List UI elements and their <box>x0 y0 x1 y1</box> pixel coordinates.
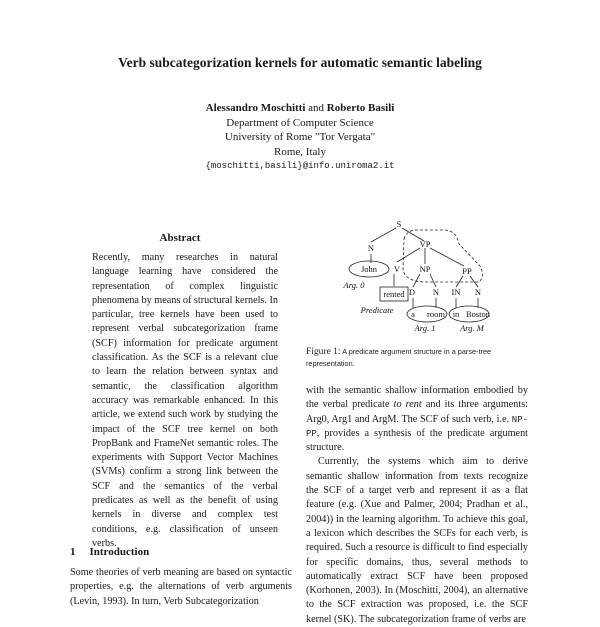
author-email: {moschitti,basili}@info.uniroma2.it <box>205 161 395 171</box>
p1-code: NP-PP <box>306 414 528 439</box>
figure-caption <box>306 346 528 369</box>
word-john: John <box>360 264 378 274</box>
abstract-heading: Abstract <box>159 232 201 244</box>
word-in: in <box>452 309 460 319</box>
section-title: Introduction <box>89 546 150 558</box>
abstract-text: Recently, many researches in natural language learning have considered the representation of complex linguistic phenomena by means of structural kernels. In particular, tree kernels have been used to represent verbal subcategorization frame (SCF) information for predicate argument classification. As the SCF is a relevant clue to learn the relation between syntax and semantic, the classification algorithm accuracy was remarkable enhanced. In this article, we extend such work by studying the impact of the SCF tree kernel on both PropBank and FrameNet semantic roles. The experiments with Support Vector Machines (SVMs) confirm a strong link between the SCF and the semantics of the verbal predicates as well as the benefit of using kernels in diverse and complex test conditions, e.g. classification of unseen verbs. <box>92 252 278 549</box>
word-rented: rented <box>383 289 405 299</box>
label-predicate: Predicate <box>360 305 394 315</box>
figure-caption-text: A predicate argument structure in a parse-tree representation. <box>306 347 492 368</box>
node-in: IN <box>451 287 461 297</box>
node-n-subject: N <box>367 243 375 253</box>
p1-part-a: with the semantic shallow information embodied by the verbal predicate <box>306 385 528 411</box>
node-pp: PP <box>462 266 472 276</box>
author-and: and <box>308 102 325 114</box>
author-university: University of Rome "Tor Vergata" <box>224 131 376 143</box>
parse-tree-figure <box>306 216 528 344</box>
parse-tree-svg <box>306 216 528 344</box>
node-v: V <box>393 264 401 274</box>
introduction-text: Some theories of verb meaning are based on syntactic properties, e.g. the alternations of verb arguments (Levin, 1993). In turn, Verb Subcategorization <box>70 567 292 607</box>
node-vp: VP <box>419 239 431 249</box>
section-heading <box>70 546 149 558</box>
node-n-location: N <box>474 287 482 297</box>
word-boston: Boston <box>465 309 491 319</box>
node-d: D <box>408 287 416 297</box>
author-department: Department of Computer Science <box>226 116 374 129</box>
p1-verb: to rent <box>393 399 422 411</box>
author-1: Alessandro Moschitti <box>205 102 306 114</box>
p1-part-b: and its three arguments: Arg0, Arg1 and ArgM. The SCF of such verb, i.e. <box>306 399 528 425</box>
node-s: S <box>396 219 402 229</box>
author-names <box>0 101 600 116</box>
author-2: Roberto Basili <box>326 102 395 114</box>
right-column-text <box>306 384 528 627</box>
section-number: 1 <box>70 546 76 558</box>
label-arg0: Arg. 0 <box>343 280 365 290</box>
word-room: room <box>427 309 445 319</box>
label-argm: Arg. M <box>460 323 484 333</box>
node-np: NP <box>419 264 431 274</box>
author-city: Rome, Italy <box>274 145 326 158</box>
word-a: a <box>411 309 415 319</box>
label-arg1: Arg. 1 <box>414 323 436 333</box>
p1-part-c: , provides a synthesis of the predicate argument structure. <box>306 427 528 454</box>
paper-title: Verb subcategorization kernels for automatic semantic labeling <box>118 55 482 70</box>
node-n-object: N <box>432 287 440 297</box>
right-paragraph-2: Currently, the systems which aim to derive semantic shallow information from texts recognize the SCF of a target verb and represent it as a flat feature (e.g. (Xue and Palmer, 2004; Pradhan et al., 2004)) in the learning algorithm. To achieve this goal, a lexicon which describes the SCFs for each verb, is required. Such a resource is difficult to find especially for specific domains, thus, several methods to automatically extract SCF have been proposed (Korhonen, 2003). In (Moschitti, 2004), an alternative to the SCF extraction was proposed, i.e. the SCF kernel (SK). The subcategorization frame of verbs are <box>306 456 528 625</box>
figure-caption-label: Figure 1: <box>306 347 341 357</box>
right-paragraph-1 <box>306 384 528 455</box>
author-block <box>0 101 600 174</box>
